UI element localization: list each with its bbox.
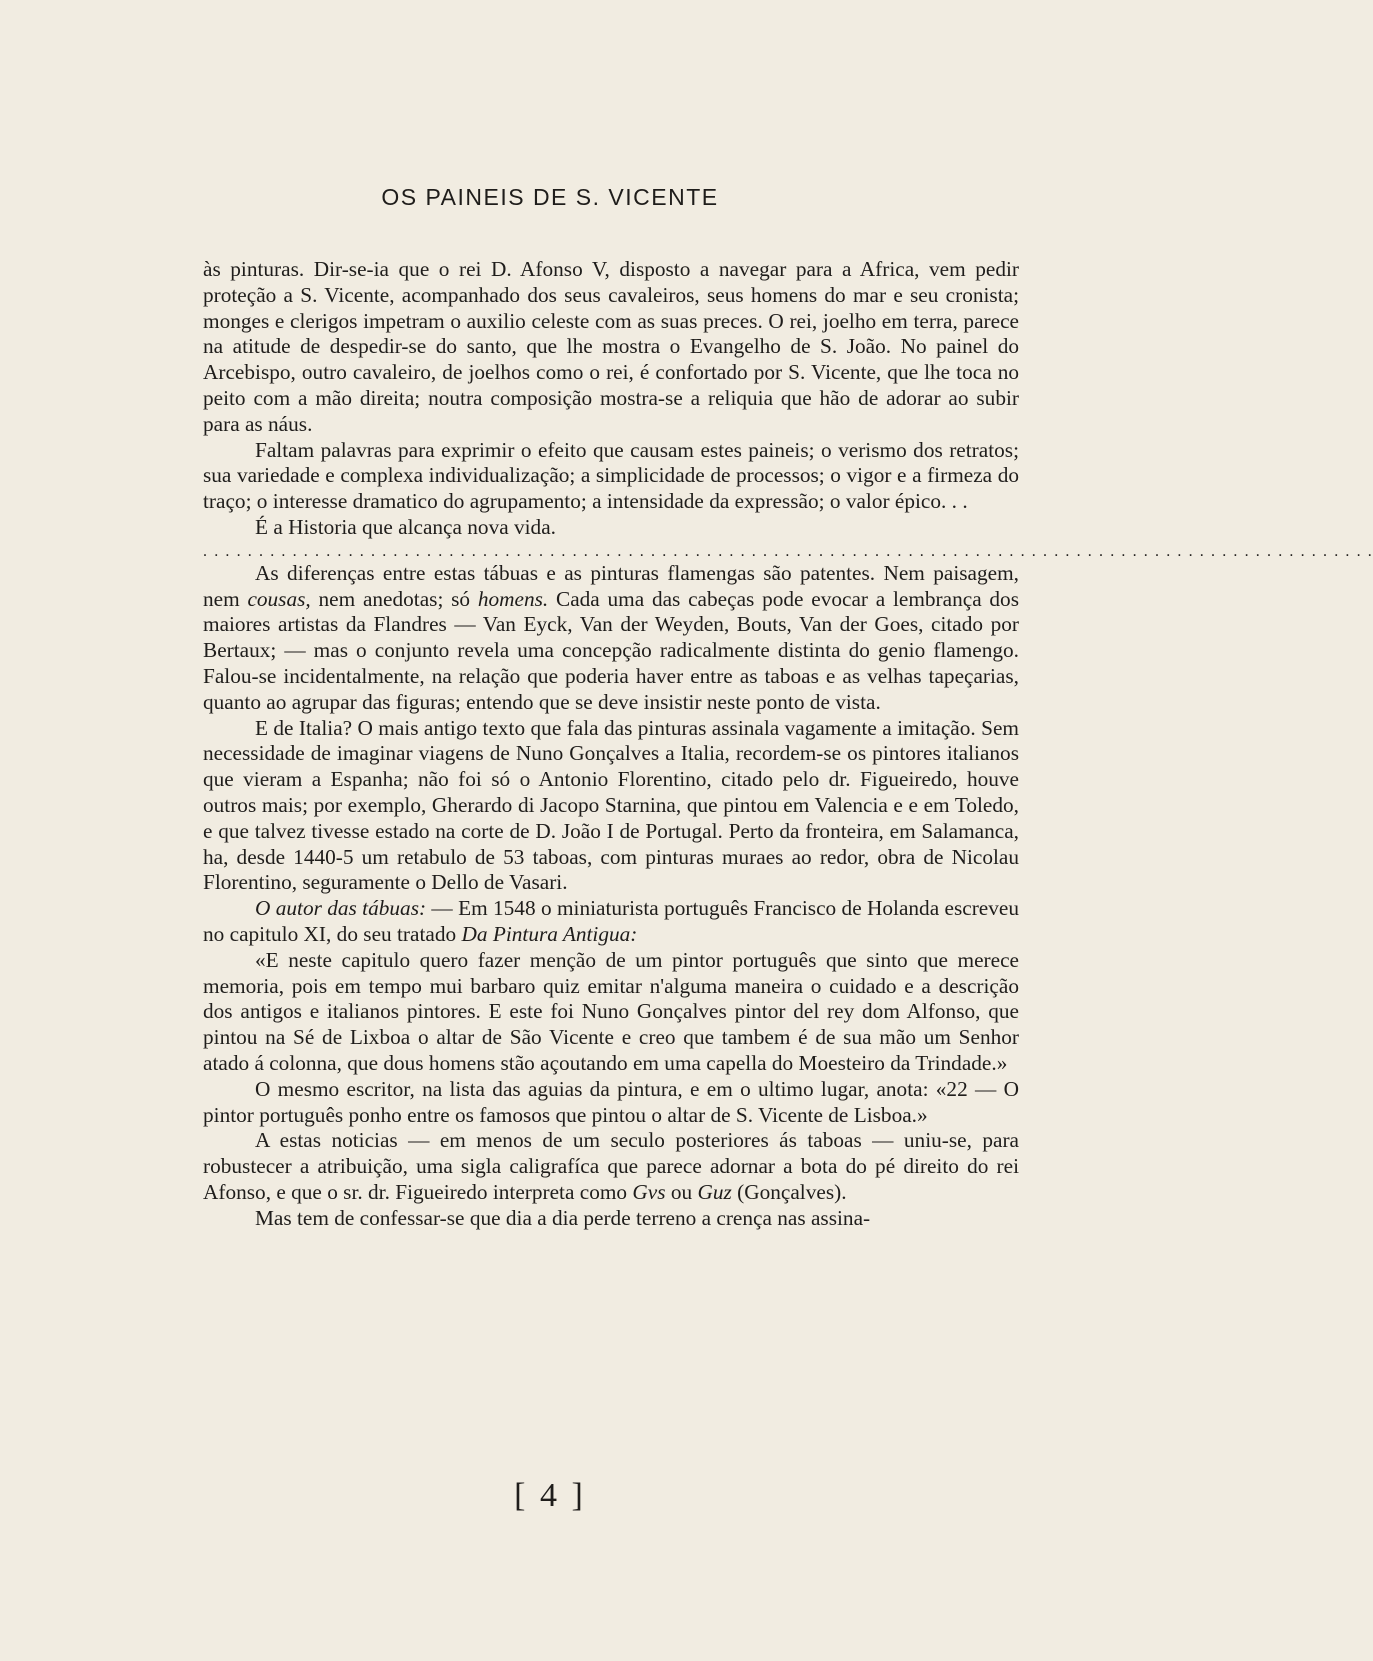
body-text <box>203 257 1373 1231</box>
paragraph <box>203 896 1019 948</box>
text-run: As diferenças entre estas tábuas e as pinturas flamengas são patentes. Nem paisagem, nem <box>203 560 1019 611</box>
paragraph: E de Italia? O mais antigo texto que fala das pinturas assinala vagamente a imitação. Sem necessidade de imaginar viagens de Nuno Gonçalves a Italia, recordem-se os pintores italianos que vieram a Espanha; não foi só o Antonio Florentino, citado pelo dr. Figueiredo, houve outros mais; por exemplo, Gherardo di Jacopo Starnina, que pintou em Valencia e e em Toledo, e que talvez tivesse estado na corte de D. João I de Portugal. Perto da fronteira, em Salamanca, ha, desde 1440-5 um retabulo de 53 taboas, com pinturas muraes ao redor, obra de Nicolau Florentino, seguramente o Dello de Vasari. <box>203 715 1019 895</box>
page-number: [ 4 ] <box>514 1477 586 1514</box>
text-run: nem anedotas; só <box>310 586 478 611</box>
section-separator: . . . . . . . . . . . . . . . . . . . . . . . . . . . . . . . . . . . . . . . . . . . . . . . . . . . . . . . . . . . . . . . . . . . . . . . . . . . . . . . . . . . . . . . . . . . . . . . . . . . . . . . . . <box>203 542 1373 560</box>
emphasis: Da Pintura Antigua: <box>461 921 638 946</box>
paragraph: Mas tem de confessar-se que dia a dia perde terreno a crença nas assina- <box>255 1205 871 1230</box>
paragraph <box>203 561 1019 716</box>
paragraph: O mesmo escritor, na lista das aguias da pintura, e em o ultimo lugar, anota: «22 — O pintor português ponho entre os famosos que pintou o altar de S. Vicente de Lisboa.» <box>203 1076 1019 1127</box>
emphasis: homens. <box>477 586 549 611</box>
emphasis: Guz <box>697 1179 732 1204</box>
text-run: (Gonçalves). <box>731 1179 847 1204</box>
paragraph: Faltam palavras para exprimir o efeito que causam estes paineis; o verismo dos retratos; sua variedade e complexa individualização; a simplicidade de processos; o vigor e a firmeza do traço; o interesse dramatico do agrupamento; a intensidade da expressão; o valor épico. . . <box>203 437 1019 514</box>
paragraph <box>203 1128 1019 1205</box>
text-run: — Em 1548 o miniaturista português Francisco de Holanda escreveu no capitulo XI, do seu tratado <box>203 896 1019 946</box>
running-header: OS PAINEIS DE S. VICENTE <box>381 184 719 210</box>
text-run: ou <box>665 1179 698 1204</box>
paragraph: É a Historia que alcança nova vida. <box>255 514 556 539</box>
paragraph: às pinturas. Dir-se-ia que o rei D. Afonso V, disposto a navegar para a Africa, vem pedir proteção a S. Vicente, acompanhado dos seus cavaleiros, seus homens do mar e seu cronista; monges e clerigos impetram o auxilio celeste com as suas preces. O rei, joelho em terra, parece na atitude de despedir-se do santo, que lhe mostra o Evangelho de S. João. No painel do Arcebispo, outro cavaleiro, de joelhos como o rei, é confortado por S. Vicente, que lhe toca no peito com a mão direita; noutra composição mostra-se a reliquia que hão de adorar ao subir para as náus. <box>203 257 1019 436</box>
emphasis: O autor das tábuas: <box>255 896 427 921</box>
quotation: «E neste capitulo quero fazer menção de um pintor português que sinto que merece memoria, pois em tempo mui barbaro quiz emitar n'alguma maneira o cuidado e a descrição dos antigos e italianos pintores. E este foi Nuno Gonçalves pintor del rey dom Alfonso, que pintou na Sé de Lixboa o altar de São Vicente e creo que tambem é de sua mão um Senhor atado á colonna, que dous homens stão açoutando em uma capella do Moesteiro da Trindade.» <box>203 947 1019 1075</box>
text-run: Cada uma das cabeças pode evocar a lembrança dos maiores artistas da Flandres — Van Eyck, Van der Weyden, Bouts, Van der Goes, citado por Bertaux; — mas o conjunto revela uma concepção radicalmente distinta do genio flamengo. Falou-se incidentalmente, na relação que poderia haver entre as taboas e as velhas tapeçarias, quanto ao agrupar das figuras; entendo que se deve insistir neste ponto de vista. <box>203 586 1019 714</box>
emphasis: Gvs <box>632 1179 666 1204</box>
text-run: A estas noticias — em menos de um seculo posteriores ás taboas — uniu-se, para robustecer a atribuição, uma sigla caligrafíca que parece adornar a bota do pé direito do rei Afonso, e que o sr. dr. Figueiredo interpreta como <box>203 1128 1019 1204</box>
emphasis: cousas, <box>247 586 311 611</box>
